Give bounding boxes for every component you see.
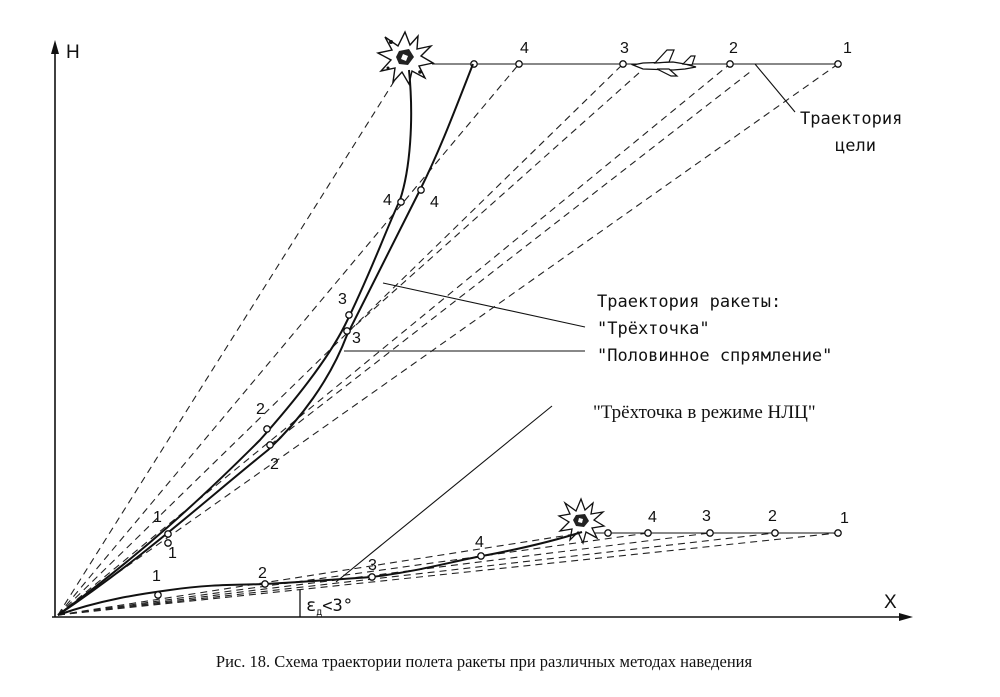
missile-b-point-2 — [267, 442, 273, 448]
missile-a-num-1: 1 — [153, 509, 162, 526]
target-num-1: 1 — [843, 40, 852, 57]
missile-a-point-2 — [264, 426, 270, 432]
target-num-2: 2 — [729, 40, 738, 57]
target-point-2 — [727, 61, 733, 67]
target-point-1 — [835, 61, 841, 67]
sight-line-4 — [58, 64, 519, 615]
low-target-point-3 — [707, 530, 713, 536]
missile-b-num-3: 3 — [352, 330, 361, 347]
method-three-point-label: "Трёхточка" — [597, 319, 710, 339]
low-target-point-2 — [772, 530, 778, 536]
sight-line-2 — [58, 64, 730, 615]
leader-nlts — [336, 406, 552, 582]
x-axis-label: X — [884, 592, 897, 613]
explosion-icon-high — [378, 32, 433, 84]
target-num-4: 4 — [520, 40, 529, 57]
low-target-num-1: 1 — [840, 510, 849, 527]
low-target-num-3: 3 — [702, 508, 711, 525]
low-target-point-5 — [605, 530, 611, 536]
low-missile-point-4 — [478, 553, 484, 559]
missile-a-num-2: 2 — [256, 401, 265, 418]
elevation-angle-label: $\varepsilon_д<3^\circ$ — [306, 596, 353, 618]
low-missile-num-2: 2 — [258, 565, 267, 582]
low-missile-num-3: 3 — [368, 557, 377, 574]
missile-a-num-4: 4 — [383, 192, 392, 209]
aircraft-icon — [633, 50, 696, 76]
target-trajectory-label-1: Траектория — [800, 109, 903, 129]
missile-b-point-4 — [418, 187, 424, 193]
low-missile-point-1 — [155, 592, 161, 598]
high-missile-trajectories — [58, 64, 473, 615]
target-point-4 — [516, 61, 522, 67]
low-sight-intercept — [58, 533, 582, 615]
figure-caption: Рис. 18. Схема траектории полета ракеты при различных методах наведения — [215, 652, 753, 671]
target-trajectory-label-2: цели — [835, 136, 876, 156]
missile-b-num-4: 4 — [430, 194, 439, 211]
low-missile-num-1: 1 — [152, 568, 161, 585]
low-missile-point-3 — [369, 574, 375, 580]
low-missile-num-4: 4 — [475, 534, 484, 551]
missile-a-point-1 — [165, 531, 171, 537]
x-axis-arrow — [899, 613, 913, 621]
low-target-trajectory — [595, 508, 849, 536]
missile-a-point-4 — [398, 199, 404, 205]
missile-trajectory-label: Траектория ракеты: — [597, 292, 782, 312]
y-axis-label: H — [66, 42, 80, 63]
sight-line-3 — [58, 64, 623, 615]
missile-a-point-3 — [346, 312, 352, 318]
leader-three-point — [383, 283, 585, 327]
target-num-3: 3 — [620, 40, 629, 57]
elevation-angle — [300, 590, 353, 618]
y-axis-arrow — [51, 40, 59, 54]
lead-line-2 — [270, 72, 750, 445]
missile-b-num-2: 2 — [270, 456, 279, 473]
sight-line-1 — [58, 64, 838, 615]
missile-a-num-3: 3 — [338, 291, 347, 308]
annotations — [593, 109, 902, 423]
missile-b-point-3 — [344, 328, 350, 334]
low-target-num-4: 4 — [648, 509, 657, 526]
low-target-num-2: 2 — [768, 508, 777, 525]
method-nlts-label: "Трёхточка в режиме НЛЦ" — [593, 402, 816, 423]
low-target-point-4 — [645, 530, 651, 536]
low-target-point-1 — [835, 530, 841, 536]
high-sight-lines — [58, 64, 838, 615]
missile-b-num-1: 1 — [168, 545, 177, 562]
leader-target — [755, 64, 795, 112]
target-point-3 — [620, 61, 626, 67]
method-half-label: "Половинное спрямление" — [597, 346, 833, 366]
